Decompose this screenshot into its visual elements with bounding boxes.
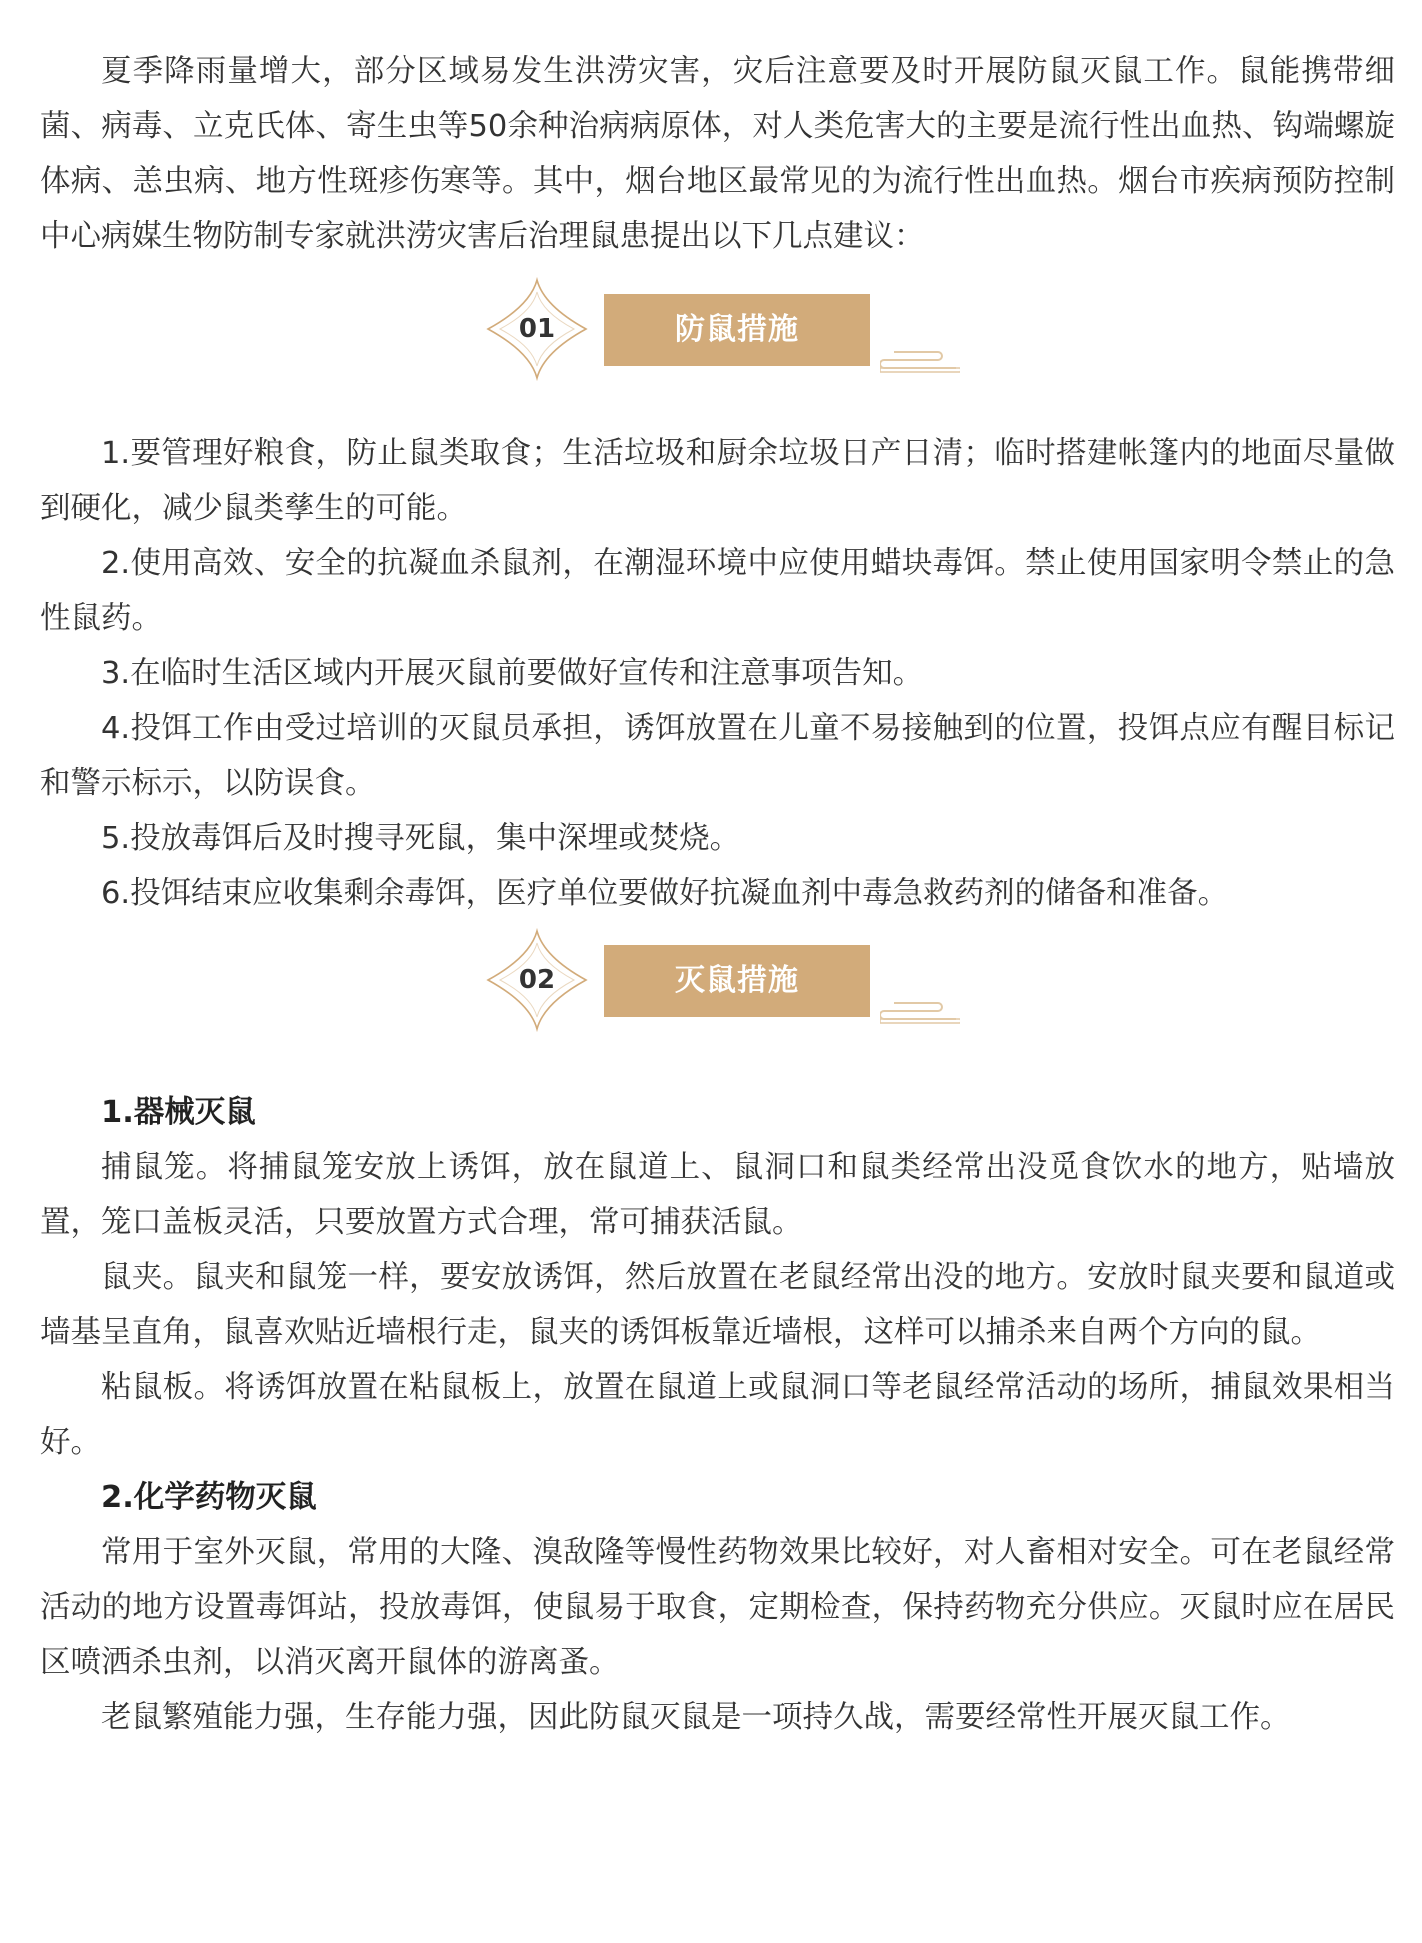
list-item: 6.投饵结束应收集剩余毒饵，医疗单位要做好抗凝血剂中毒急救药剂的储备和准备。 <box>101 876 1229 911</box>
subheading: 1.器械灭鼠 <box>101 1095 256 1130</box>
list-item: 粘鼠板。将诱饵放置在粘鼠板上，放置在鼠道上或鼠洞口等老鼠经常活动的场所，捕鼠效果相当好。 <box>40 1370 1395 1460</box>
section-number: 02 <box>518 965 556 995</box>
list-item: 鼠夹。鼠夹和鼠笼一样，要安放诱饵，然后放置在老鼠经常出没的地方。安放时鼠夹要和鼠道或墙基呈直角，鼠喜欢贴近墙根行走，鼠夹的诱饵板靠近墙根，这样可以捕杀来自两个方向的鼠。 <box>40 1260 1395 1350</box>
section-title: 防鼠措施 <box>604 294 870 366</box>
section-title: 灭鼠措施 <box>604 945 870 1017</box>
section-header-2 <box>40 927 1395 1085</box>
diamond-badge-icon <box>484 927 590 1033</box>
diamond-badge-icon <box>484 276 590 382</box>
subheading: 2.化学药物灭鼠 <box>101 1480 317 1515</box>
list-item: 4.投饵工作由受过培训的灭鼠员承担，诱饵放置在儿童不易接触到的位置，投饵点应有醒目标记和警示标示，以防误食。 <box>40 711 1395 801</box>
list-item: 3.在临时生活区域内开展灭鼠前要做好宣传和注意事项告知。 <box>101 656 924 691</box>
list-item: 5.投放毒饵后及时搜寻死鼠，集中深埋或焚烧。 <box>101 821 741 856</box>
section-number: 01 <box>518 314 556 344</box>
ribbon-decoration-icon <box>880 348 960 374</box>
article-body <box>40 44 1395 1745</box>
list-item: 常用于室外灭鼠，常用的大隆、溴敌隆等慢性药物效果比较好，对人畜相对安全。可在老鼠经常活动的地方设置毒饵站，投放毒饵，使鼠易于取食，定期检查，保持药物充分供应。灭鼠时应在居民区喷洒杀虫剂，以消灭离开鼠体的游离蚤。 <box>40 1535 1395 1680</box>
ribbon-decoration-icon <box>880 999 960 1025</box>
list-item: 捕鼠笼。将捕鼠笼安放上诱饵，放在鼠道上、鼠洞口和鼠类经常出没觅食饮水的地方，贴墙放置，笼口盖板灵活，只要放置方式合理，常可捕获活鼠。 <box>40 1150 1395 1240</box>
list-item: 2.使用高效、安全的抗凝血杀鼠剂，在潮湿环境中应使用蜡块毒饵。禁止使用国家明令禁止的急性鼠药。 <box>40 546 1395 636</box>
list-item: 1.要管理好粮食，防止鼠类取食；生活垃圾和厨余垃圾日产日清；临时搭建帐篷内的地面尽量做到硬化，减少鼠类孳生的可能。 <box>40 436 1395 526</box>
section-header-1 <box>40 276 1395 426</box>
closing-paragraph: 老鼠繁殖能力强，生存能力强，因此防鼠灭鼠是一项持久战，需要经常性开展灭鼠工作。 <box>101 1700 1291 1735</box>
intro-paragraph: 夏季降雨量增大，部分区域易发生洪涝灾害，灾后注意要及时开展防鼠灭鼠工作。鼠能携带细菌、病毒、立克氏体、寄生虫等50余种治病病原体，对人类危害大的主要是流行性出血热、钩端螺旋体病、恙虫病、地方性斑疹伤寒等。其中，烟台地区最常见的为流行性出血热。烟台市疾病预防控制中心病媒生物防制专家就洪涝灾害后治理鼠患提出以下几点建议： <box>40 54 1395 254</box>
